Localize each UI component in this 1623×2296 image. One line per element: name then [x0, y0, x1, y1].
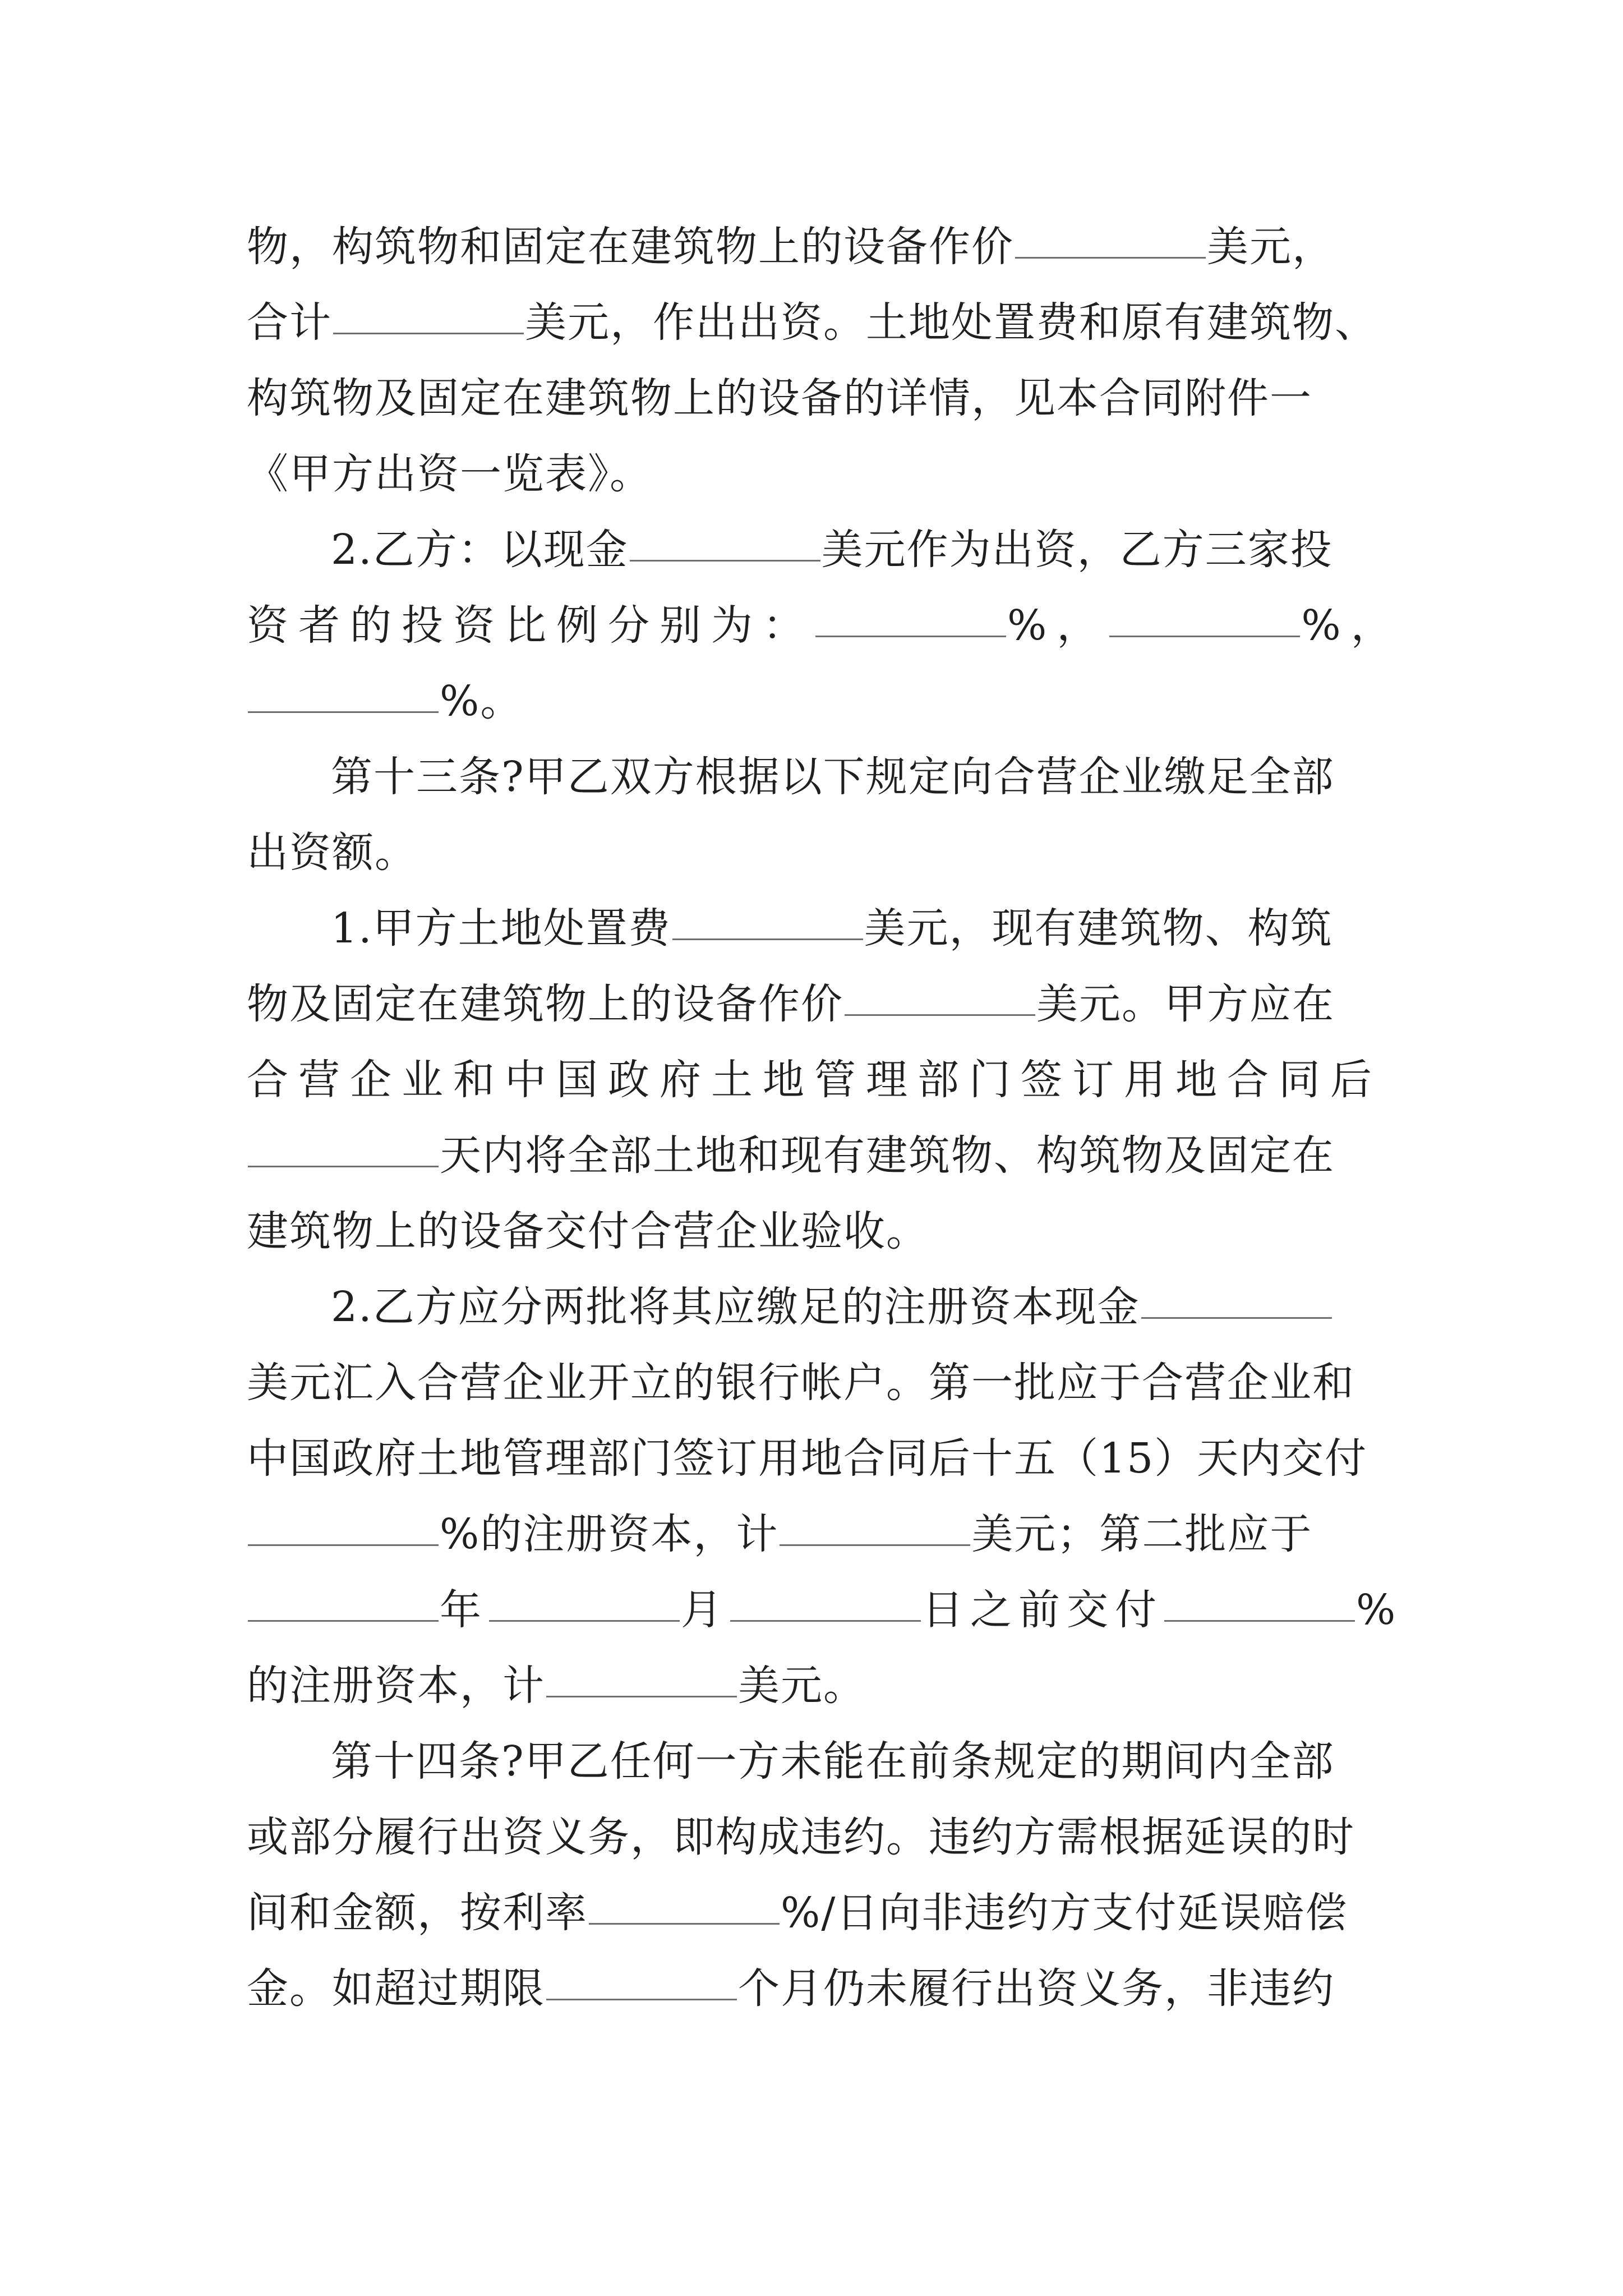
fill-blank — [248, 709, 439, 713]
fill-blank — [1109, 633, 1300, 637]
text-line — [247, 213, 1424, 280]
text-line — [247, 289, 1424, 356]
text-line — [247, 1349, 1424, 1416]
text-segment: 物及固定在建筑物上的设备作价 — [247, 980, 843, 1028]
text-line — [247, 1198, 1424, 1265]
text-segment: 中国政府土地管理部门签订用地合同后十五（15）天内交付 — [247, 1434, 1368, 1483]
text-segment: 物，构筑物和固定在建筑物上的设备作价 — [247, 223, 1014, 271]
fill-blank — [248, 1163, 439, 1167]
text-segment: % — [1356, 1586, 1403, 1634]
text-segment: 间和金额，按利率 — [247, 1889, 588, 1937]
text-line — [247, 1046, 1424, 1114]
text-line — [247, 1501, 1424, 1568]
text-segment: 美元汇入合营企业开立的银行帐户。第一批应于合营企业和 — [247, 1359, 1355, 1407]
text-segment: 第十三条?甲乙双方根据以下规定向合营企业缴足全部 — [331, 753, 1335, 801]
text-segment: %/日向非违约方支付延误赔偿 — [781, 1889, 1348, 1937]
text-line — [247, 819, 1424, 886]
text-line — [331, 895, 1424, 962]
fill-blank — [248, 1618, 439, 1622]
text-line — [247, 1122, 1424, 1189]
text-segment: 美元。甲方应在 — [1036, 980, 1335, 1028]
text-segment: 美元，作出出资。土地处置费和原有建筑物、 — [525, 298, 1377, 347]
fill-blank — [730, 1618, 921, 1622]
text-segment: 第十四条?甲乙任何一方未能在前条规定的期间内全部 — [331, 1737, 1335, 1786]
text-segment: 美元作为出资，乙方三家投 — [821, 526, 1333, 574]
text-segment: 资者的投资比例分别为： — [247, 601, 814, 650]
text-segment: %。 — [440, 677, 523, 725]
fill-blank — [780, 1542, 970, 1546]
text-segment: 构筑物及固定在建筑物上的设备的详情，见本合同附件一 — [247, 374, 1312, 422]
text-segment: 合营企业和中国政府土地管理部门签订用地合同后 — [247, 1056, 1382, 1104]
fill-blank — [630, 558, 820, 562]
text-segment: 2.乙方：以现金 — [331, 526, 629, 574]
text-line — [247, 668, 1424, 735]
text-line — [247, 1879, 1424, 1947]
text-segment: 个月仍未履行出资义务，非违约 — [738, 1964, 1335, 2013]
text-segment: 日之前交付 — [922, 1586, 1163, 1634]
fill-blank — [845, 1012, 1035, 1016]
text-line — [247, 1652, 1424, 1719]
fill-blank — [1164, 1618, 1355, 1622]
text-line — [247, 592, 1424, 659]
fill-blank — [333, 330, 524, 334]
fill-blank — [248, 1542, 439, 1546]
text-line — [247, 970, 1424, 1038]
fill-blank — [672, 936, 863, 940]
fill-blank — [815, 633, 1006, 637]
text-segment: 2.乙方应分两批将其应缴足的注册资本现金 — [331, 1283, 1140, 1331]
text-segment: 年 — [440, 1586, 488, 1634]
fill-blank — [589, 1921, 780, 1925]
text-segment: 美元；第二批应于 — [971, 1510, 1313, 1558]
text-line — [247, 365, 1424, 432]
fill-blank — [1141, 1315, 1332, 1319]
fill-blank — [1015, 255, 1206, 259]
text-segment: 出资额。 — [247, 829, 417, 877]
text-segment: 美元。 — [738, 1662, 866, 1710]
text-segment: 天内将全部土地和现有建筑物、构筑物及固定在 — [440, 1131, 1335, 1180]
text-segment: 月 — [681, 1586, 729, 1634]
text-line — [331, 516, 1424, 583]
text-line — [331, 743, 1424, 811]
fill-blank — [546, 1694, 737, 1697]
text-segment: 1.甲方土地处置费 — [331, 904, 671, 953]
text-line — [247, 1803, 1424, 1871]
fill-blank — [489, 1618, 680, 1622]
text-segment: 《甲方出资一览表》。 — [247, 450, 652, 498]
text-segment: 美元， — [1207, 223, 1335, 271]
text-line — [247, 1955, 1424, 2022]
text-segment: 美元，现有建筑物、构筑 — [864, 904, 1333, 953]
text-segment: %的注册资本，计 — [440, 1510, 779, 1558]
text-line — [247, 440, 1424, 508]
text-line — [331, 1728, 1424, 1795]
text-line — [331, 1273, 1424, 1341]
text-segment: %， — [1301, 601, 1403, 650]
text-segment: 金。如超过期限 — [247, 1964, 545, 2013]
text-segment: %， — [1007, 601, 1109, 650]
text-line — [247, 1576, 1424, 1644]
text-segment: 的注册资本，计 — [247, 1662, 545, 1710]
text-segment: 合计 — [247, 298, 332, 347]
text-segment: 或部分履行出资义务，即构成违约。违约方需根据延误的时 — [247, 1813, 1355, 1861]
text-line — [247, 1425, 1424, 1492]
fill-blank — [546, 1996, 737, 2000]
text-segment: 建筑物上的设备交付合营企业验收。 — [247, 1207, 929, 1255]
